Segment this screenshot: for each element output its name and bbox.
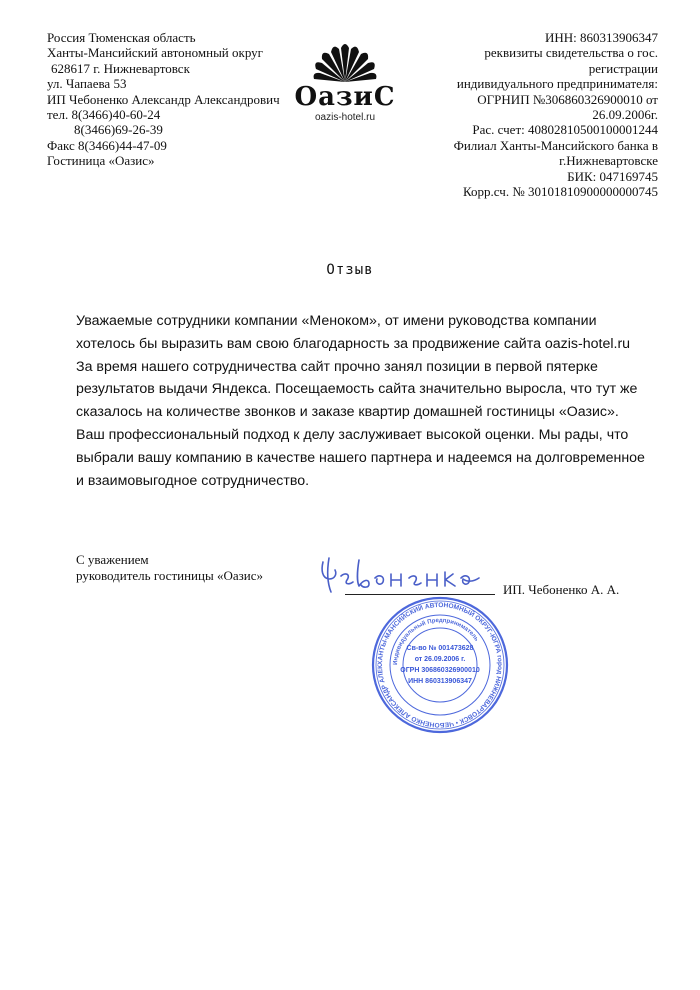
sender-hotel: Гостиница «Оазис» [47,153,155,169]
body-line: хотелось бы выразить вам свою благодарность за продвижение сайта oazis-hotel.ru [76,335,631,352]
stamp-center-line: ОГРН 306860326900010 [400,667,480,674]
stamp-center-line: Св-во № 001473628 [406,645,474,652]
stamp-inner-ring-text: Индивидуальный Предприниматель [392,617,480,666]
sender-fax: Факс 8(3466)44-47-09 [47,137,167,153]
logo-url: oazis-hotel.ru [314,112,376,123]
requisites-line: ОГРНИП №306860326900010 от [477,91,658,107]
requisites-line: ИНН: 860313906347 [544,30,658,45]
sender-address-block [47,30,297,169]
hotel-logo [290,38,400,128]
body-line: и взаимовыгодное сотрудничество. [76,472,310,489]
requisites-line: БИК: 047169745 [567,168,658,184]
body-line: результатов выдачи Яндекса. Посещаемость сайта значительно выросла, что тут же [76,381,638,398]
requisites-line: индивидуального предпринимателя: [456,76,658,92]
logo-name: ОазиС [294,82,396,112]
sender-line: Россия Тюменская область [47,30,196,45]
closing-line: С уважением [76,552,149,567]
body-line: Уважаемые сотрудники компании «Меноком», от имени руководства компании [76,313,597,329]
sender-phone: 8(3466)69-26-39 [74,122,163,138]
stamp-ring-text: ХАНТЫ-МАНСИЙСКИЙ АВТОНОМНЫЙ ОКРУГ-ЮГРА город НИЖНЕВАРТОВСК • ЧЕБОНЕНКО АЛЕКСАНДР АЛЕК [376,601,504,729]
stamp-center [370,643,510,687]
signer-name: ИП. Чебоненко А. А. [503,582,620,597]
requisites-line: регистрации [588,60,658,76]
requisites-line: Корр.сч. № 30101810900000000745 [463,184,658,200]
body-line: За время нашего сотрудничества сайт прочно занял позиции в первой пятерке [76,358,598,375]
requisites-block [398,30,658,199]
body-line: выбрали вашу компанию в качестве нашего партнера и надеемся на долговременное [76,449,645,466]
requisites-line: Рас. счет: 40802810500100001244 [472,122,658,138]
letter-body [76,310,646,492]
sender-line: ул. Чапаева 53 [47,76,127,92]
document-title: Отзыв [326,262,374,278]
body-line: сказалось на количестве звонков и заказе квартир домашней гостиницы «Оазис». [76,404,619,421]
sender-line: Ханты-Мансийский автономный округ [47,45,263,61]
body-line: Ваш профессиональный подход к делу заслуживает высокой оценки. Мы рады, что [76,426,629,443]
stamp-center-line: от 26.09.2006 г. [414,656,466,663]
sender-line: ИП Чебоненко Александр Александрович [47,91,280,107]
requisites-line: реквизиты свидетельства о гос. [484,45,658,61]
official-stamp [370,595,510,735]
sender-phone: тел. 8(3466)40-60-24 [47,107,161,123]
stamp-center-line: ИНН 860313906347 [408,678,472,685]
requisites-line: Филиал Ханты-Мансийского банка в [453,137,658,153]
requisites-line: 26.09.2006г. [592,107,658,123]
palm-leaves-icon [312,38,378,84]
requisites-line: г.Нижневартовске [559,153,658,169]
closing-block [76,552,263,584]
closing-line: руководитель гостиницы «Оазис» [76,568,263,583]
sender-line: 628617 г. Нижневартовск [51,60,190,76]
